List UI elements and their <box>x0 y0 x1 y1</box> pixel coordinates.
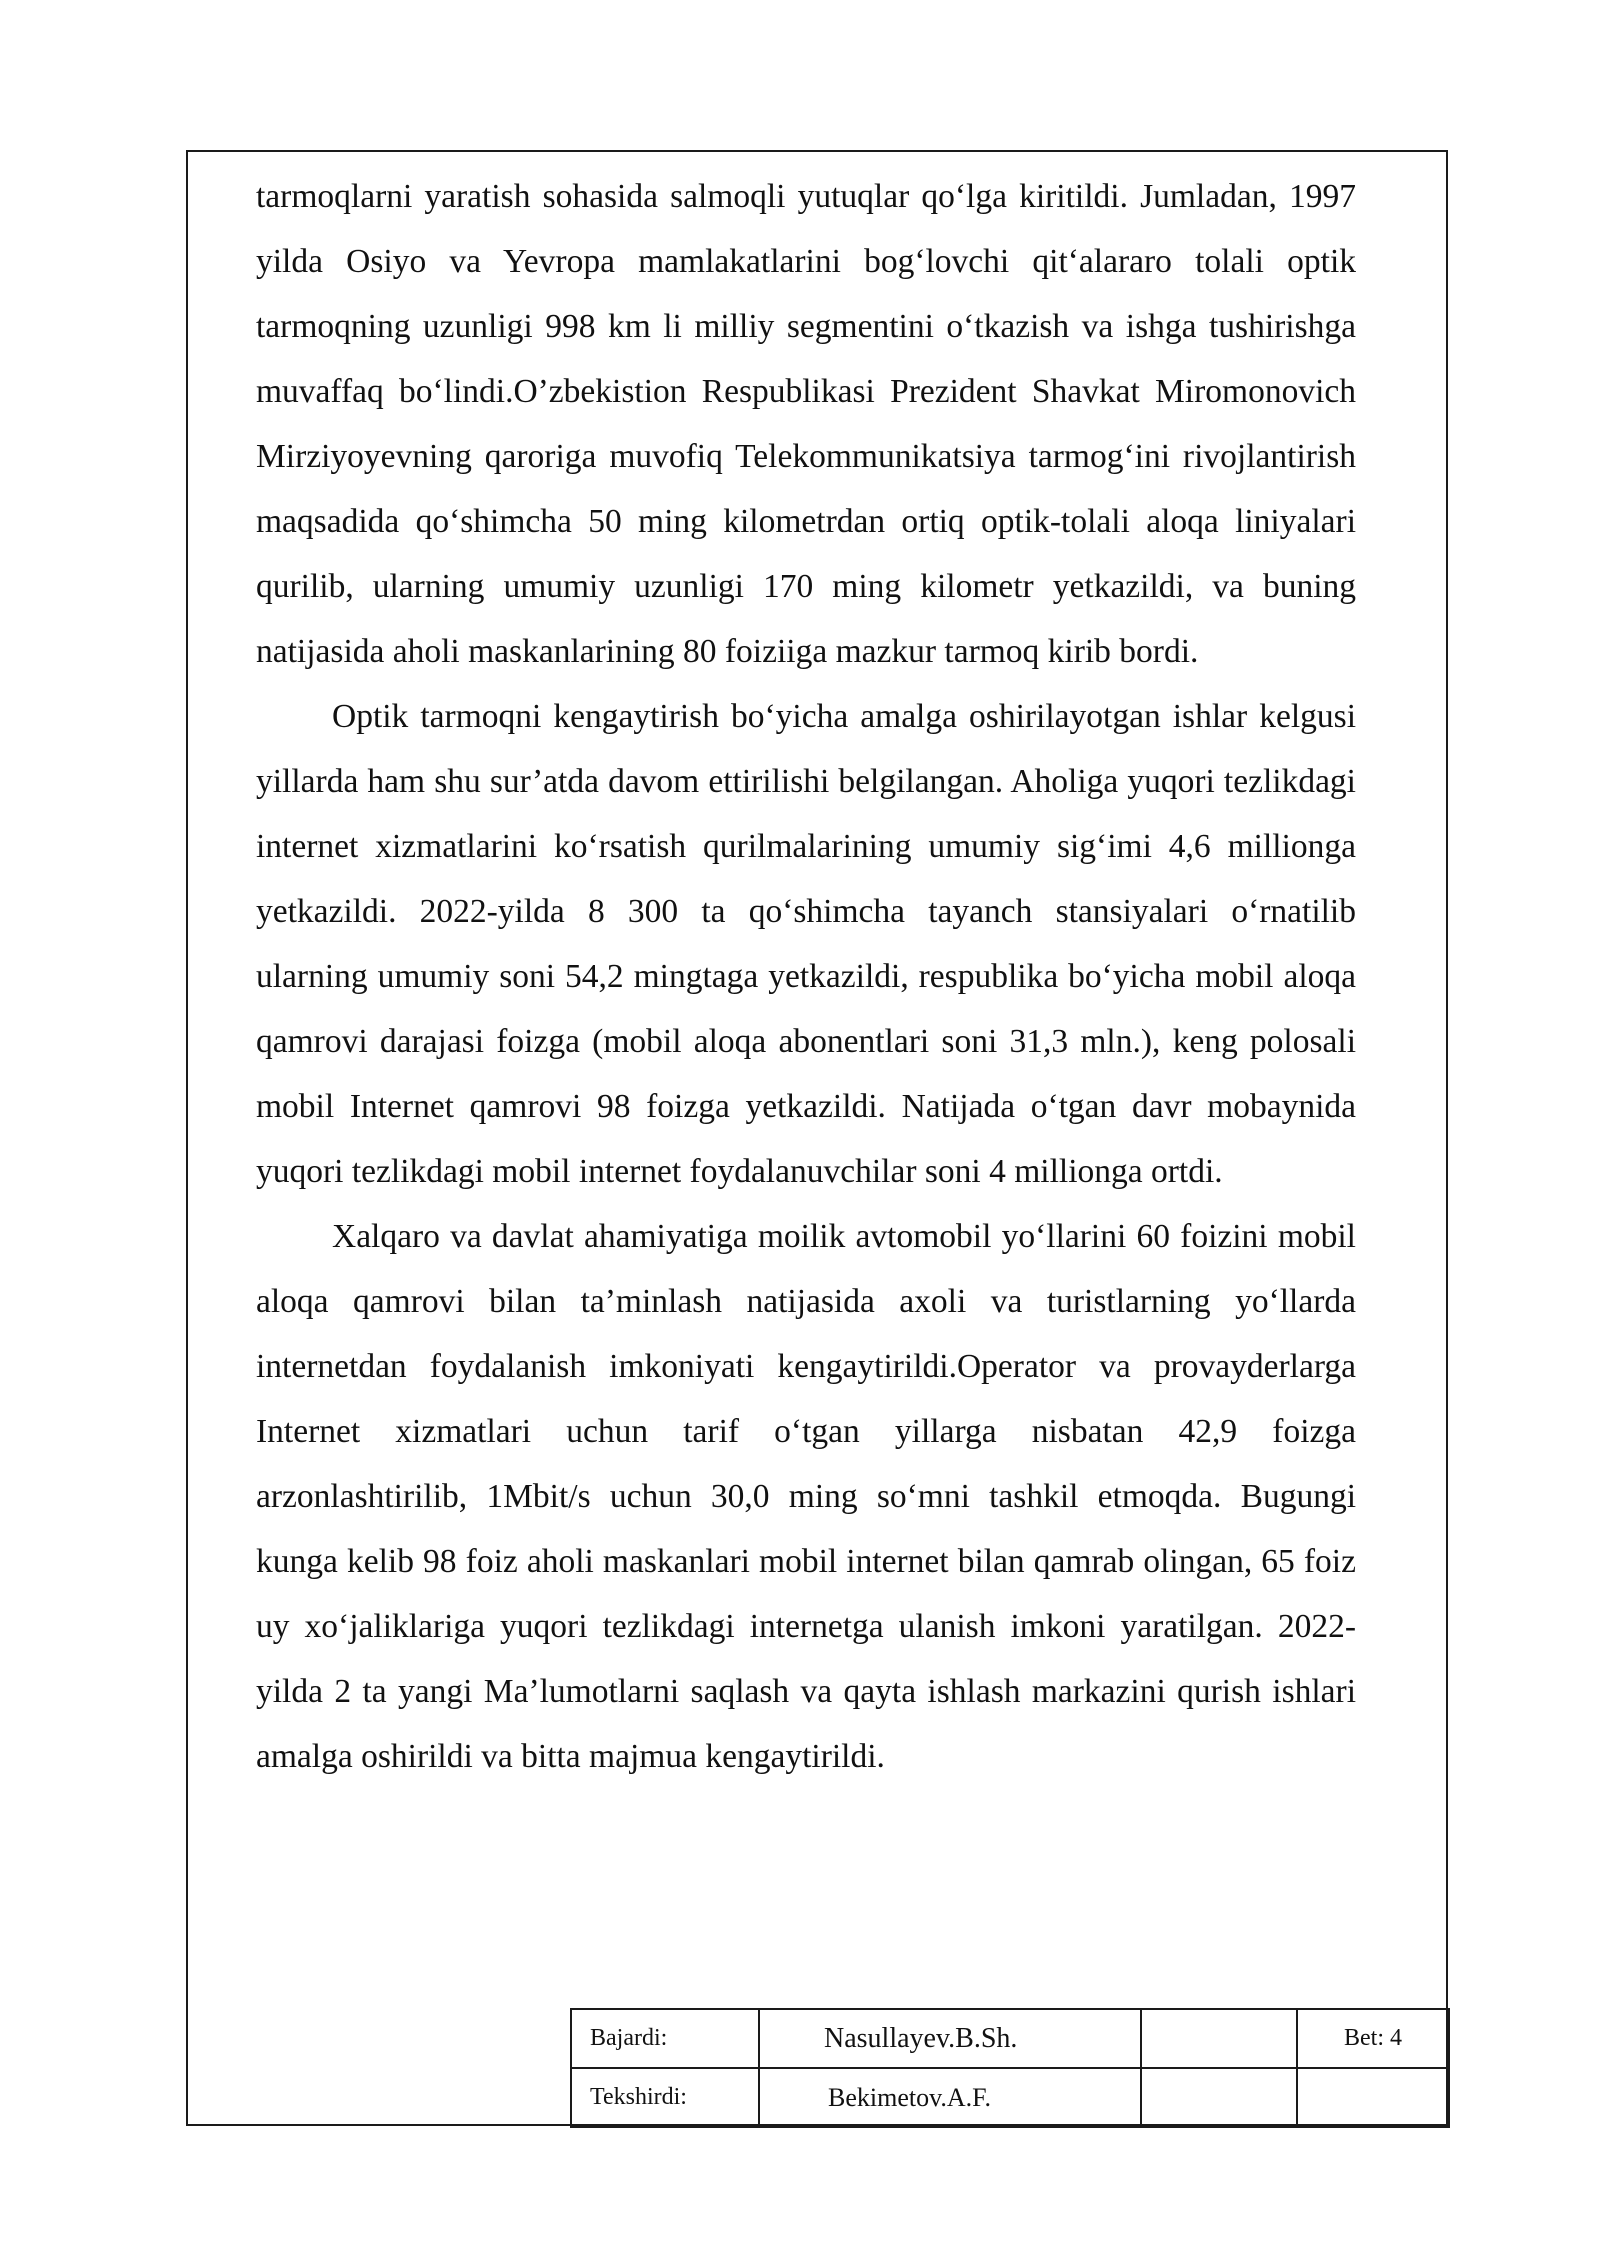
document-body <box>256 164 1356 1789</box>
title-block-stamp <box>570 2008 1450 2128</box>
paragraph-1: tarmoqlarni yaratish sohasida salmoqli yutuqlar qo‘lga kiritildi. Jumladan, 1997 yilda Osiyo va Yevropa mamlakatlarini bog‘lovchi qit‘alararo tolali optik tarmoqning uzunligi 998 km li milliy segmentini o‘tkazish va ishga tushirishga muvaffaq bo‘lindi.O’zbekistion Respublikasi Prezident Shavkat Miromonovich Mirziyoyevning qaroriga muvofiq Telekommunikatsiya tarmog‘ini rivojlantirish maqsadida qo‘shimcha 50 ming kilometrdan ortiq optik-tolali aloqa liniyalari qurilib, ularning umumiy uzunligi 170 ming kilometr yetkazildi, va buning natijasida aholi maskanlarining 80 foiziiga mazkur tarmoq kirib bordi. <box>256 178 1356 670</box>
checked-by-label: Tekshirdi: <box>571 2068 759 2127</box>
empty-cell <box>1297 2068 1449 2127</box>
paragraph-2: Optik tarmoqni kengaytirish bo‘yicha amalga oshirilayotgan ishlar kelgusi yillarda ham shu sur’atda davom ettirilishi belgilangan. Aholiga yuqori tezlikdagi internet xizmatlarini ko‘rsatish qurilmalarining umumiy sig‘imi 4,6 millionga yetkazildi. 2022-yilda 8 300 ta qo‘shimcha tayanch stansiyalari o‘rnatilib ularning umumiy soni 54,2 mingtaga yetkazildi, respublika bo‘yicha mobil aloqa qamrovi darajasi foizga (mobil aloqa abonentlari soni 31,3 mln.), keng polosali mobil Internet qamrovi 98 foizga yetkazildi. Natijada o‘tgan davr mobaynida yuqori tezlikdagi mobil internet foydalanuvchilar soni 4 millionga ortdi. <box>256 698 1356 1190</box>
empty-cell <box>1141 2068 1297 2127</box>
stamp-row-performed <box>571 2009 1449 2068</box>
stamp-row-checked <box>571 2068 1449 2127</box>
page-number: Bet: 4 <box>1297 2009 1449 2068</box>
performed-by-label: Bajardi: <box>571 2009 759 2068</box>
paragraph-3: Xalqaro va davlat ahamiyatiga moilik avtomobil yo‘llarini 60 foizini mobil aloqa qamrovi bilan ta’minlash natijasida axoli va turistlarning yo‘llarda internetdan foydalanish imkoniyati kengaytirildi.Operator va provayderlarga Internet xizmatlari uchun tarif o‘tgan yillarga nisbatan 42,9 foizga arzonlashtirilib, 1Mbit/s uchun 30,0 ming so‘mni tashkil etmoqda. Bugungi kunga kelib 98 foiz aholi maskanlari mobil internet bilan qamrab olingan, 65 foiz uy xo‘jaliklariga yuqori tezlikdagi internetga ulanish imkoni yaratilgan. 2022-yilda 2 ta yangi Ma’lumotlarni saqlash va qayta ishlash markazini qurish ishlari amalga oshirildi va bitta majmua kengaytirildi. <box>256 1218 1356 1775</box>
empty-cell <box>1141 2009 1297 2068</box>
performed-by-name: Nasullayev.B.Sh. <box>759 2009 1141 2068</box>
checked-by-name: Bekimetov.A.F. <box>759 2068 1141 2127</box>
